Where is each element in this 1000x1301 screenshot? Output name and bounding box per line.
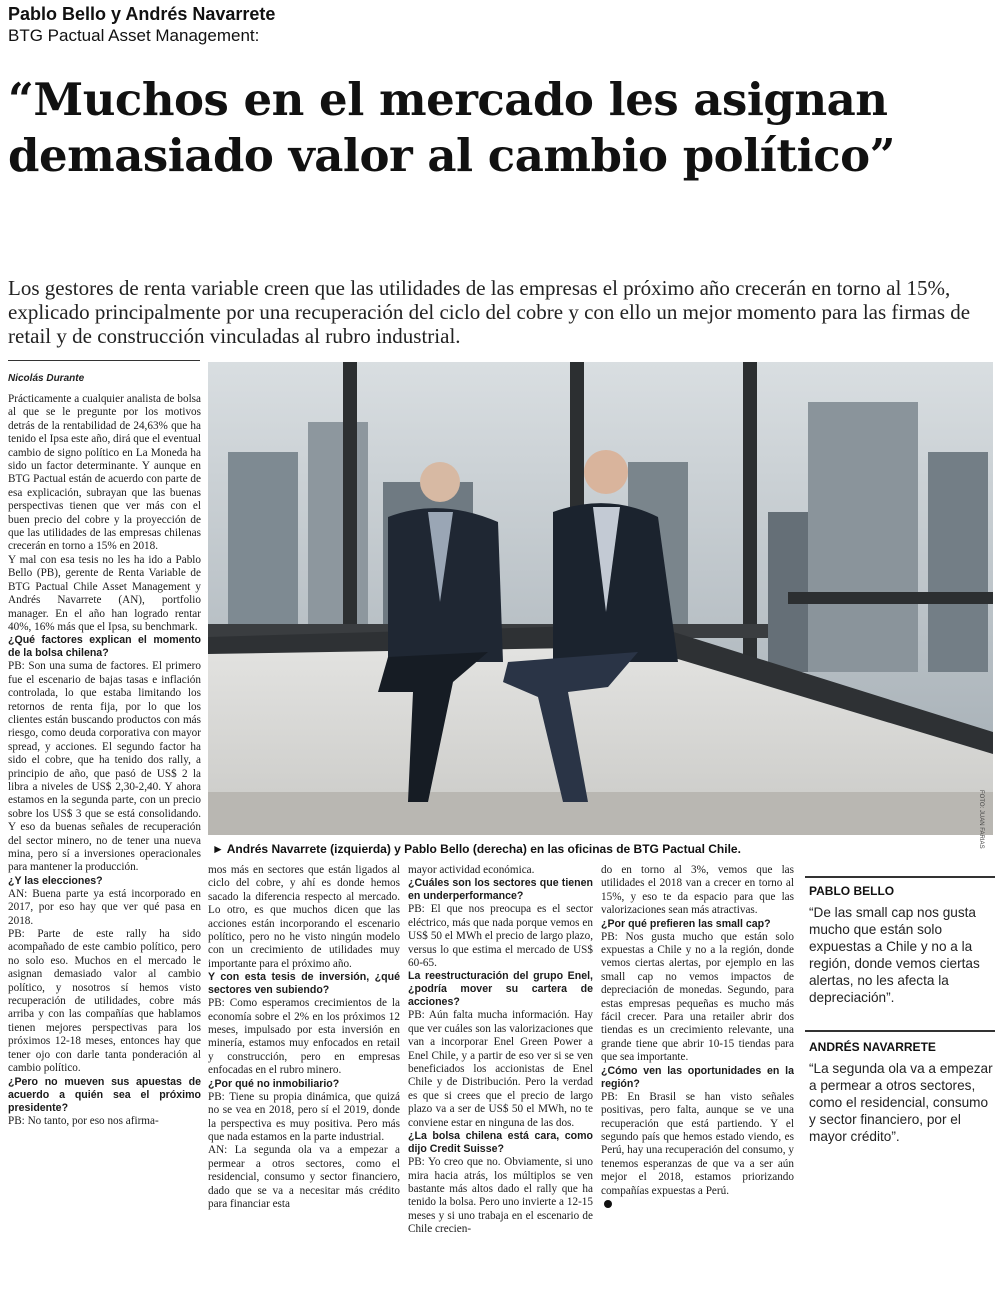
article-paragraph: AN: La segunda ola va a empezar a permear a otros sectores, como el residencial, consumo y sector financiero, dado que se va a necesitar más crédito para financiar esta <box>208 1144 400 1210</box>
interview-question: La reestructuración del grupo Enel, ¿podría mover su cartera de acciones? <box>408 970 593 1009</box>
office-photo-illustration <box>208 362 993 835</box>
headline: “Muchos en el mercado les asignan demasiado valor al cambio político” <box>8 73 896 182</box>
article-column-1 <box>8 393 201 1293</box>
photo-credit: FOTO: JUAN FARIAS <box>978 790 984 849</box>
interview-question: ¿Cómo ven las oportunidades en la región? <box>601 1064 794 1090</box>
byline: Nicolás Durante <box>8 373 85 384</box>
article-paragraph: Y mal con esa tesis no les ha ido a Pablo Bello (PB), gerente de Renta Variable de BTG Pactual Chile Asset Management y Andrés Navarrete (AN), portfolio manager. En el año han logrado rentar 40%, 16% más que el Ipsa, su benchmark. <box>8 553 201 633</box>
interview-question: ¿Cuáles son los sectores que tienen en underperformance? <box>408 877 593 903</box>
photo-caption: ► Andrés Navarrete (izquierda) y Pablo Bello (derecha) en las oficinas de BTG Pactual Chile. <box>212 842 741 856</box>
interview-question: ¿Por qué prefieren las small cap? <box>601 917 771 930</box>
article-paragraph: PB: Nos gusta mucho que están solo expuestas a Chile y no a la región, donde vemos ciertas alertas, por ejemplo en las small cap no vemos impactos de depreciación de monedas. Segundo, para estas empresas pequeñas es mucho más fácil crecer. Para una retailer abrir dos tiendas es un crecimiento relevante, una grande tiene que abrir 10-15 tiendas para que sea importante. <box>601 930 794 1064</box>
article-paragraph: PB: Aún falta mucha información. Hay que ver cuáles son las valorizaciones que van a incorporar Enel Green Power a Enel Chile, y a partir de eso ver si se ven beneficiados los accionistas de Enel Chile y de Distribución. Pero la verdad es que si crees que el precio de largo plazo va a ser de US$ 50 el MWh, no te conviene estar en ninguna de las dos. <box>408 1009 593 1129</box>
interview-question: Y con esta tesis de inversión, ¿qué sectores ven subiendo? <box>208 971 400 997</box>
sidebar-rule <box>805 876 995 878</box>
article-paragraph: mos más en sectores que están ligados al ciclo del cobre, y ahí es donde hemos sacado la diferencia respecto al mercado. Lo otro, es que muchos dicen que las acciones están incorporando el escenario político, pero no he visto ningún modelo con un crecimiento de utilidades muy importante para el próximo año. <box>208 864 400 970</box>
article-paragraph: PB: Yo creo que no. Obviamente, si uno mira hacia atrás, los múltiplos se ven bastante más altos dado el rally que ha tenido la bolsa. Pero uno invierte a 12-15 meses y si uno trabaja en el escenario de Chile crecien- <box>408 1156 593 1236</box>
article-paragraph: PB: Son una suma de factores. El primero fue el escenario de bajas tasas e inflación controlada, lo que estaba limitando los retornos de renta fija, por lo que los clientes están buscando productos con más riesgo, como deuda corporativa con mayor spread, y acciones. El segundo factor ha sido el cobre, que ha tenido dos rally, a principio de año, que pasó de US$ 2 la libra a niveles de US$ 2,30-2,40. Y ahora estamos en la segunda parte, con un precio sobre los US$ 3 que se está consolidando. Y eso da buenas señales de recuperación del sector minero, no de tener una nueva mina, pero sí a inversiones operacionales para mantener la producción. <box>8 660 201 874</box>
article-paragraph: PB: Tiene su propia dinámica, que quizá no se vea en 2018, pero sí el 2019, donde la perspectiva es muy positiva. Pero más que nada estamos en la parte industrial. <box>208 1090 400 1143</box>
interview-question: ¿Por qué no inmobiliario? <box>208 1077 340 1090</box>
sidebar-quote-text: “De las small cap nos gusta mucho que están solo expuestas a Chile y no a la región, donde vemos ciertas alertas, no les afecta la depreciación”. <box>809 905 980 1005</box>
article-column-2 <box>208 864 400 1294</box>
article-paragraph: PB: En Brasil se han visto señales positivas, pero falta, aunque se ve una recuperación que está partiendo. Y el segundo país que hemos estado viendo, es Perú, hay una recuperación del consumo, y tenemos esperanzas de que va a ser aún mejor el 2018, estamos priorizando compañías expuestas a Perú. <box>601 1090 794 1197</box>
article-paragraph: PB: Como esperamos crecimientos de la economía sobre el 2% en los próximos 12 meses, impulsado por esta inversión en minería, estamos muy enfocados en retail y construcción, pero en empresas enfocadas en el rubro minero. <box>208 997 400 1077</box>
article-column-4 <box>601 864 794 1294</box>
photo <box>208 362 993 835</box>
interview-question: ¿Y las elecciones? <box>8 874 103 887</box>
byline-rule <box>8 360 200 361</box>
kicker-company: BTG Pactual Asset Management: <box>8 26 260 45</box>
article-paragraph: PB: Parte de este rally ha sido acompañado de este cambio político, pero no solo eso. Muchos en el mercado le asignan demasiado valor al cambio político, y nosotros sí hemos visto recuperación de utilidades, cobre más arriba y con las compañías que hablamos tienen mejores perspectivas para los próximos 12-18 meses, entonces hay que tener ojo con darle tanta ponderación al cambio político. <box>8 928 201 1075</box>
article-paragraph: PB: El que nos preocupa es el sector eléctrico, más que nada porque vemos en US$ 50 el MWh el precio de largo plazo, versus lo que estima el mercado de US$ 60-65. <box>408 903 593 970</box>
end-mark-icon <box>604 1200 612 1208</box>
article-paragraph: mayor actividad económica. <box>408 864 535 876</box>
article-paragraph: AN: Buena parte ya está incorporado en 2017, por eso hay que ver qué pasa en 2018. <box>8 887 201 927</box>
kicker-names: Pablo Bello y Andrés Navarrete <box>8 4 276 24</box>
article-paragraph: PB: No tanto, por eso nos afirma- <box>8 1114 159 1127</box>
article-paragraph: do en torno al 3%, vemos que las utilidades el 2018 van a crecer en torno al 15%, y eso te da espacio para que las valorizaciones sean más atractivas. <box>601 864 794 917</box>
article-paragraph: Prácticamente a cualquier analista de bolsa al que se le pregunte por los motivos detrás de la rentabilidad de 24,63% que ha tenido el Ipsa este año, dirá que el eventual cambio de signo político en La Moneda ha sido un factor determinante. Y aunque en BTG Pactual están de acuerdo con parte de esa explicación, subrayan que las buenas perspectivas tienen que ver más con el buen precio del cobre y la proyección de que las utilidades de las empresas chilenas crecerán en torno a 15% en 2018. <box>8 393 201 553</box>
interview-question: ¿La bolsa chilena está cara, como dijo Credit Suisse? <box>408 1130 593 1156</box>
interview-question: ¿Pero no mueven sus apuestas de acuerdo a quién sea el próximo presidente? <box>8 1075 201 1114</box>
sidebar-quote-name: PABLO BELLO <box>809 884 895 898</box>
sidebar-rule <box>805 1030 995 1032</box>
sidebar-quote-name: ANDRÉS NAVARRETE <box>809 1040 936 1054</box>
interview-question: ¿Qué factores explican el momento de la bolsa chilena? <box>8 634 201 660</box>
article-column-3 <box>408 864 593 1294</box>
sidebar-quote-text: “La segunda ola va a empezar a permear a otros sectores, como el residencial, consumo y sector financiero, por el mayor crédito”. <box>809 1061 993 1144</box>
lead-paragraph: Los gestores de renta variable creen que las utilidades de las empresas el próximo año crecerán en torno al 15%, explicado principalmente por una recuperación del ciclo del cobre y con ello un mejor momento para las firmas de retail y de construcción vinculadas al rubro industrial. <box>8 276 971 348</box>
